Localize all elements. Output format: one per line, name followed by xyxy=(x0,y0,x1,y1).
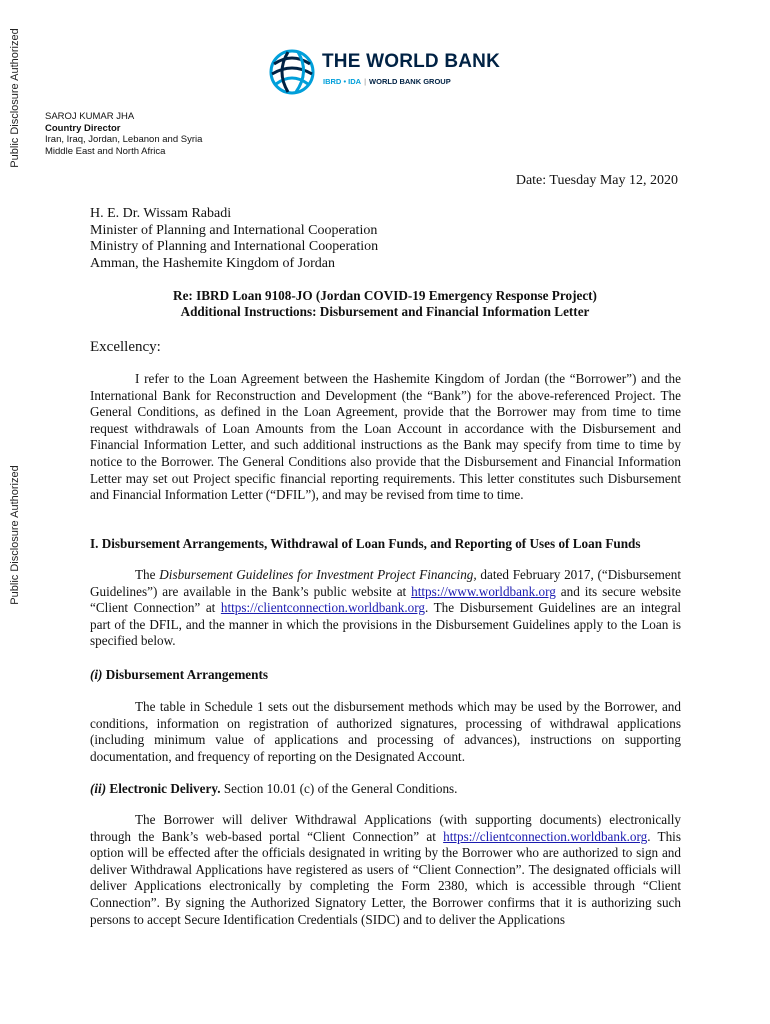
electronic-delivery-paragraph: The Borrower will deliver Withdrawal Applications (with supporting documents) electronically through the Bank’s web-based portal “Client Connection” at https://clientconnection.worldbank.org. This option will be effected after the officials designated in writing by the Borrower who are authorized to sign and deliver Withdrawal Applications have registered as users of “Client Connection”. The designated officials will deliver Applications electronically by completing the Form 2380, which is accessible through “Client Connection”. By signing the Authorized Signatory Letter, the Borrower confirms that it is authorizing such persons to accept Secure Identification Credentials (SIDC) and to deliver the Applications xyxy=(90,812,681,927)
subheading-electronic-delivery: (ii) Electronic Delivery. Section 10.01 (c) of the General Conditions. xyxy=(90,781,458,796)
disclosure-watermark-middle: Public Disclosure Authorized xyxy=(9,465,21,605)
logo-title: THE WORLD BANK xyxy=(322,51,501,72)
section-heading-disbursement: I. Disbursement Arrangements, Withdrawal of Loan Funds, and Reporting of Uses of Loan Funds xyxy=(90,536,641,551)
subheading-disbursement-arrangements: (i) Disbursement Arrangements xyxy=(90,667,269,682)
client-connection-link[interactable]: https://clientconnection.worldbank.org xyxy=(220,600,425,616)
addressee-ministry: Ministry of Planning and International Cooperation xyxy=(90,239,379,254)
sender-region: Middle East and North Africa xyxy=(45,145,166,157)
letter-date: Date: Tuesday May 12, 2020 xyxy=(515,173,678,188)
salutation: Excellency: xyxy=(90,339,161,355)
addressee-title: Minister of Planning and International Cooperation xyxy=(90,222,378,238)
disclosure-watermark-top: Public Disclosure Authorized xyxy=(9,27,21,168)
sender-countries: Iran, Iraq, Jordan, Lebanon and Syria xyxy=(45,134,203,145)
client-connection-link-2[interactable]: https://clientconnection.worldbank.org xyxy=(443,828,648,844)
sender-name: SAROJ KUMAR JHA xyxy=(45,111,135,122)
guidelines-paragraph: The Disbursement Guidelines for Investment Project Financing, dated February 2017, (“Disbursement Guidelines”) are available in the Bank’s public website at https://www.worldbank.org and its secure website “Client Connection” at https://clientconnection.worldbank.org. The Disbursement Guidelines are an integral part of the DFIL, and the manner in which the provisions in the Disbursement Guidelines apply to the Loan is specified below. xyxy=(90,567,681,649)
intro-paragraph: I refer to the Loan Agreement between the Hashemite Kingdom of Jordan (the “Borrower”) and the International Bank for Reconstruction and Development (the “Bank”) for the above-referenced Project. The General Conditions, as defined in the Loan Agreement, provide that the Borrower may from time to time request withdrawals of Loan Amounts from the Loan Account in accordance with the Disbursement and Financial Information Letter, and such additional instructions as the Bank may specify from time to time by notice to the Borrower. The General Conditions also provide that the Disbursement and Financial Information Letter may set out Project specific financial reporting requirements. This letter constitutes such Disbursement and Financial Information Letter (“DFIL”), and may be revised from time to time. xyxy=(90,371,681,503)
logo-subtitle: IBRD • IDA | WORLD BANK GROUP xyxy=(323,77,451,86)
addressee-block xyxy=(90,206,378,272)
globe-icon xyxy=(268,48,316,96)
addressee-location: Amman, the Hashemite Kingdom of Jordan xyxy=(90,255,335,271)
schedule-paragraph: The table in Schedule 1 sets out the disbursement methods which may be used by the Borrower, and conditions, information on registration of authorized signatures, processing of withdrawal applications (including minimum value of applications and processing of advances), instructions on supporting documentation, and frequency of reporting on the Designated Account. xyxy=(90,699,681,764)
addressee-name: H. E. Dr. Wissam Rabadi xyxy=(90,206,232,221)
world-bank-logo xyxy=(268,48,508,96)
subject-line-2: Additional Instructions: Disbursement and Financial Information Letter xyxy=(180,304,590,319)
worldbank-link[interactable]: https://www.worldbank.org xyxy=(411,583,556,599)
subject-line-1: Re: IBRD Loan 9108-JO (Jordan COVID-19 Emergency Response Project) xyxy=(173,288,597,303)
sender-block xyxy=(45,111,202,157)
sender-title: Country Director xyxy=(45,122,121,134)
